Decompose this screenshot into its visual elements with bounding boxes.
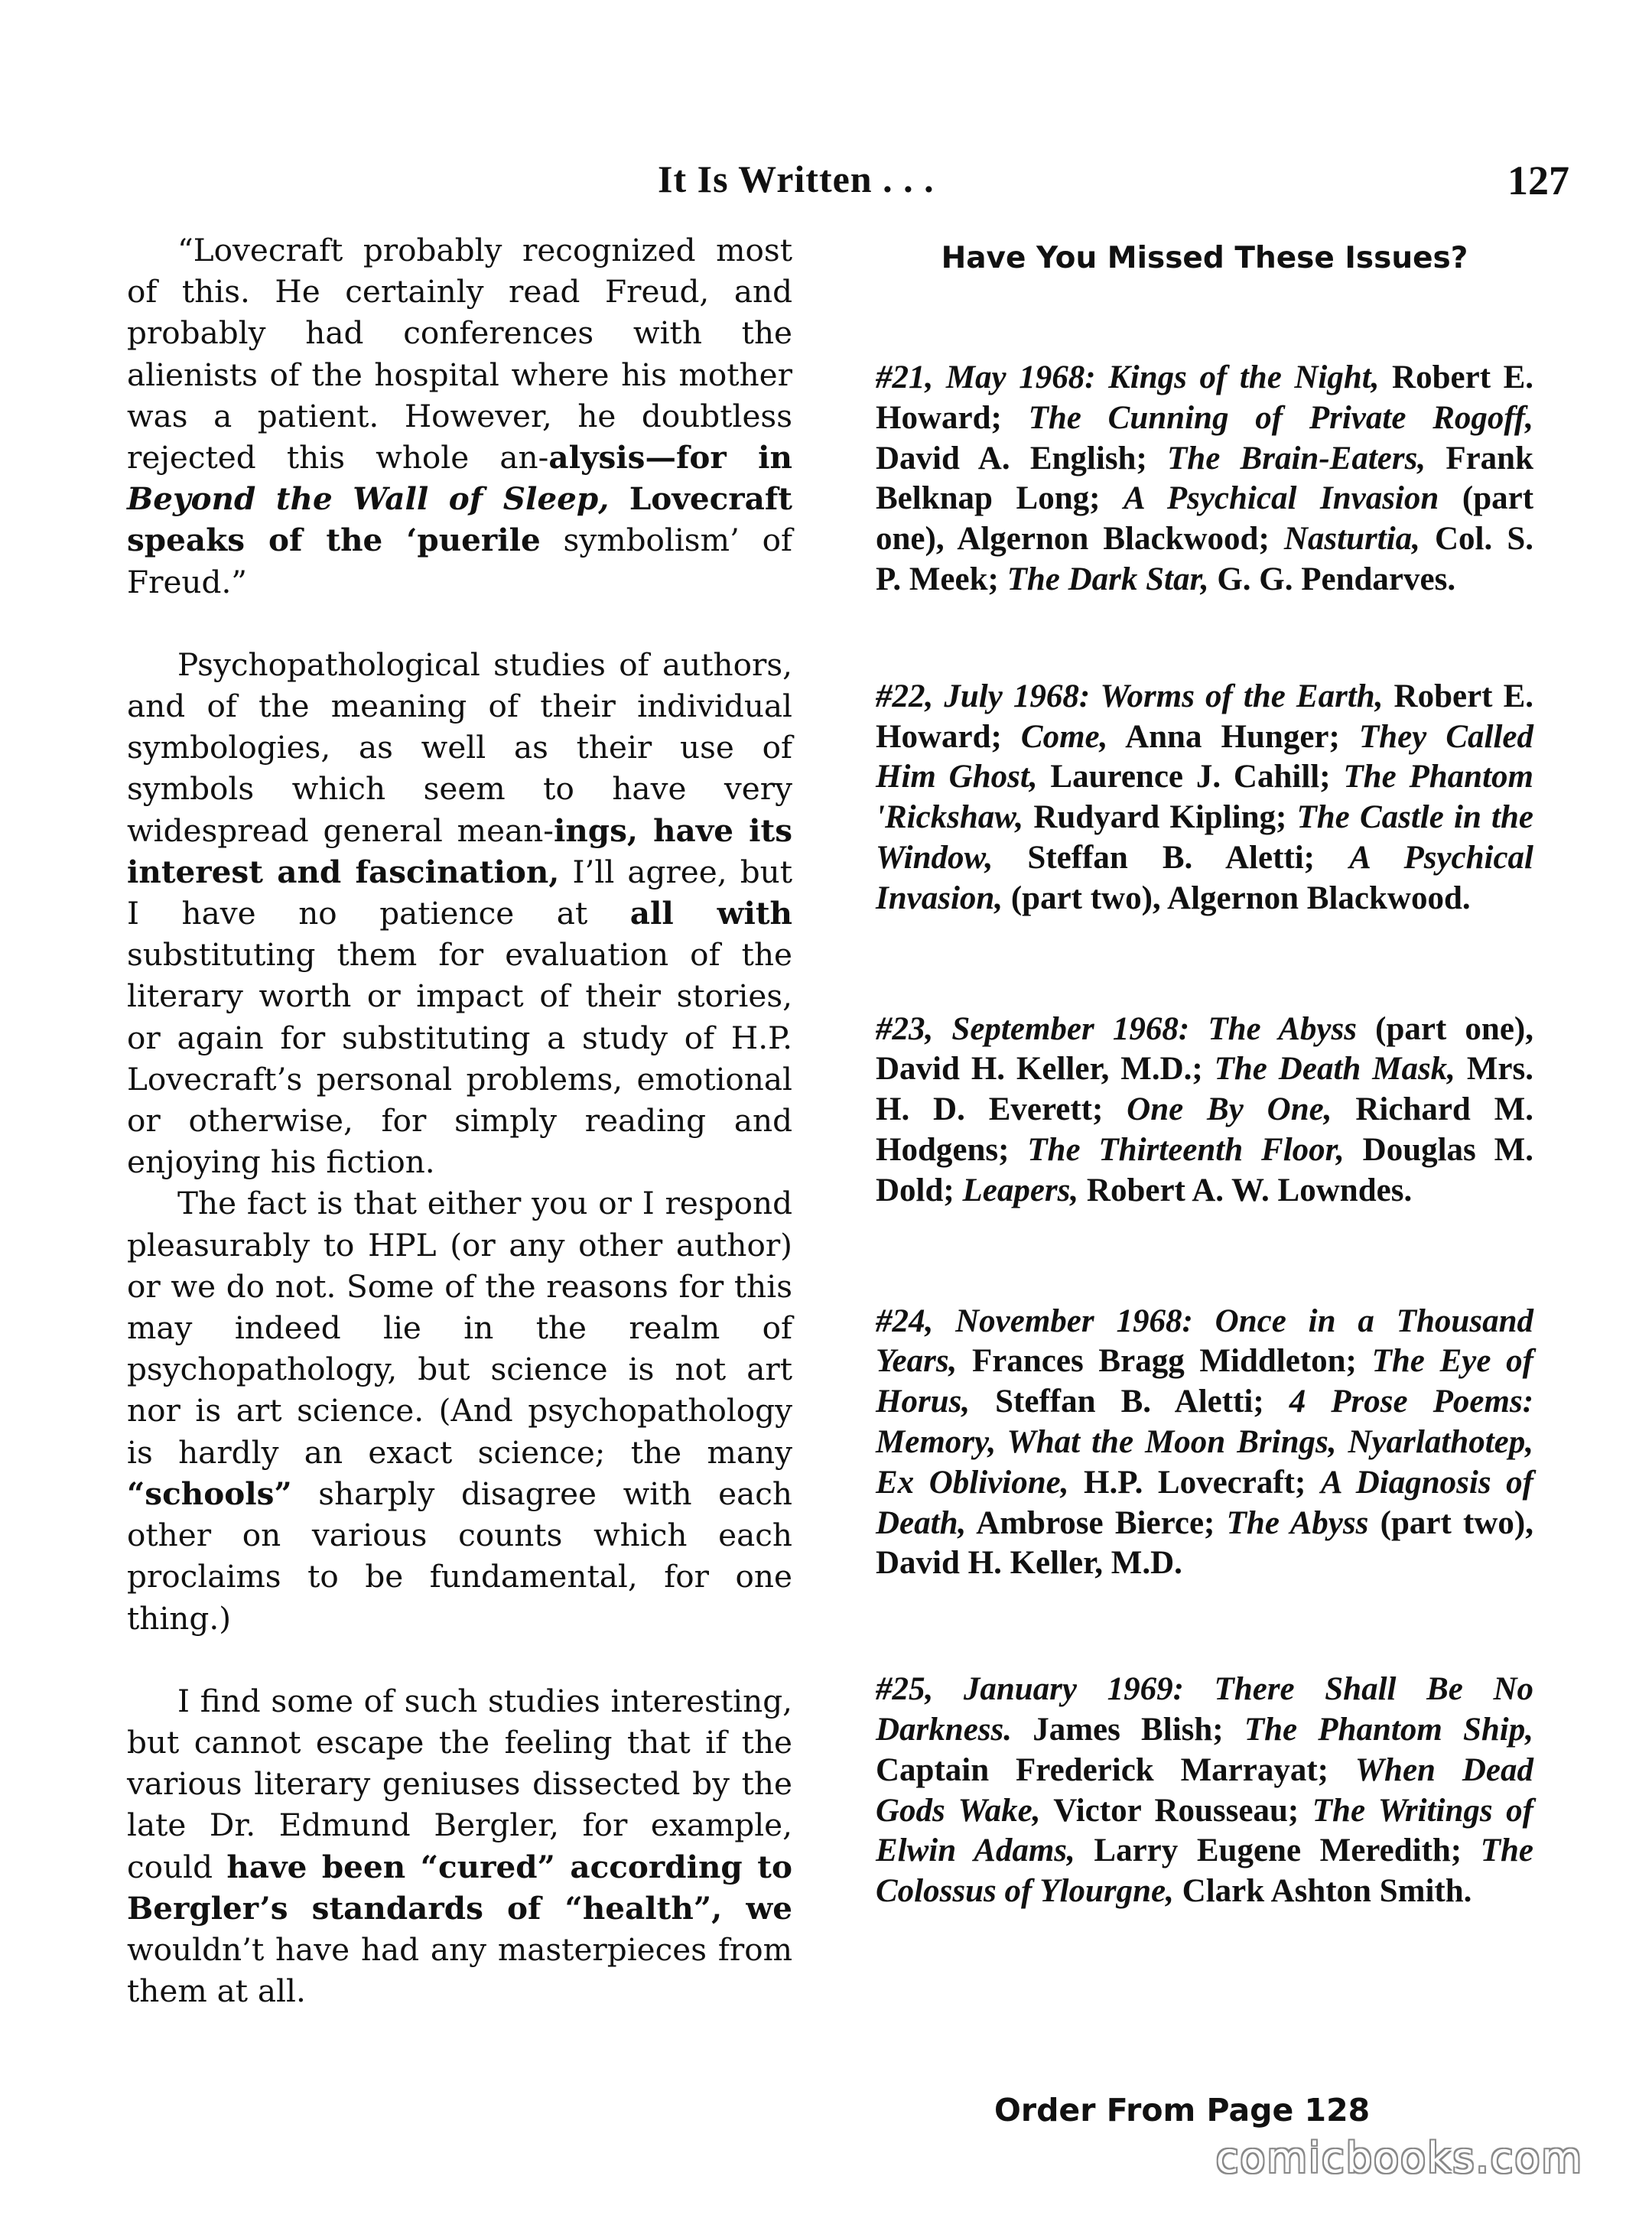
issue-number-date: #24, November 1968: [876,1303,1215,1339]
story-title: The Thirteenth Floor, [1027,1131,1345,1168]
story-author: Col. S. P. Meek; [876,521,1533,597]
story-author: David A. English; [876,440,1168,476]
story-author: Frank Belknap Long; [876,440,1533,517]
story-title: Come, [1020,718,1108,755]
story-author: H.P. Lovecraft; [1068,1464,1321,1501]
issue-entry [876,1302,1533,1585]
story-title: They Called Him Ghost, [876,718,1533,795]
story-author: Steffan B. Aletti; [993,839,1350,876]
issues-list [876,358,1533,1912]
story-author: Robert E. Howard; [876,678,1533,755]
ad-heading: Have You Missed These Issues? [941,241,1468,275]
story-title: The Castle in the Window, [876,799,1533,876]
story-title: The Abyss [1226,1504,1369,1541]
page-header [658,157,1569,218]
story-title: The Cunning of Private Rogoff, [1028,399,1533,436]
issue-number-date: #25, January 1969: [876,1671,1215,1708]
issue-entry [876,358,1533,600]
story-title: One By One, [1127,1091,1332,1128]
story-title: When Dead Gods Wake, [876,1751,1533,1829]
site-watermark: comicbooks.com [1215,2134,1583,2182]
story-title: The Writings of Elwin Adams, [876,1792,1533,1869]
story-author: Rudyard Kipling; [1023,799,1297,836]
story-author: Larry Eugene Meredith; [1075,1833,1481,1869]
issue-entry [876,1670,1533,1912]
running-title: It Is Written . . . [658,158,935,200]
story-author: Ambrose Bierce; [966,1504,1227,1541]
story-title: 4 Prose Poems: Memory, What the Moon Brings, Nyarlathotep, Ex Oblivione, [876,1384,1534,1501]
paragraph-4: I find some of such studies interesting, but cannot escape the feeling that if the various literary geniuses dissected by the late Dr. Edmund Bergler, for example, could have been “cured” according to Bergler’s standards of “health”, we wouldn’t have had any masterpieces from them at all. [127,1682,792,2010]
story-author: G. G. Pendarves. [1208,561,1456,597]
story-author: Robert A. W. Lowndes. [1078,1172,1413,1208]
story-title: The Abyss [1208,1010,1357,1047]
story-title: The Phantom 'Rickshaw, [876,759,1533,836]
issue-entry [876,1010,1533,1211]
story-title: Once in a Thousand Years, [876,1303,1533,1380]
story-author: Frances Bragg Middleton; [957,1343,1372,1380]
story-title: The Brain-Eaters, [1167,440,1426,476]
article-column [127,229,792,2011]
story-author: Mrs. H. D. Everett; [876,1051,1534,1128]
story-title: A Psychical Invasion [1123,480,1439,517]
story-author: Douglas M. Dold; [876,1131,1533,1208]
story-author: (part two), David H. Keller, M.D. [876,1504,1533,1582]
story-author: James Blish; [1012,1711,1244,1748]
page-number: 127 [1507,158,1569,203]
paragraph-1: “Lovecraft probably recognized most of this. He certainly read Freud, and probably had conferences with the alienists of the hospital where his mother was a patient. However, he doubtless rejected this whole an-alysis—for in Beyond the Wall of Sleep, Lovecraft speaks of the ‘puerile symbolism’ of Freud.” [127,232,792,600]
story-author: Robert E. Howard; [876,359,1534,436]
paragraph-2: Psychopathological studies of authors, and of the meaning of their individual symbologies, as well as their use of symbols which seem to have very widespread general mean-ings, have its interest and fascination, I’ll agree, but I have no patience at all with substituting them for evaluation of the literary worth or impact of their stories, or again for substituting a study of H.P. Lovecraft’s personal problems, emotional or otherwise, for simply reading and enjoying his fiction. [127,646,793,1181]
story-author: (part one), David H. Keller, M.D.; [876,1010,1533,1088]
back-issues-ad [876,241,1533,1912]
story-title: Leapers, [962,1172,1079,1208]
story-title: The Phantom Ship, [1244,1711,1533,1748]
story-title: The Dark Star, [1006,561,1209,597]
story-author: Captain Frederick Marrayat; [876,1751,1355,1788]
story-author: Richard M. Hodgens; [876,1091,1533,1168]
story-author: Victor Rousseau; [1040,1792,1312,1829]
paragraph-3: The fact is that either you or I respond pleasurably to HPL (or any other author) or we do not. Some of the reasons for this may indeed lie in the realm of psychopathology, but science is not art nor is art science. (And psychopathology is hardly an exact science; the many “schools” sharply disagree with each other on various counts which each proclaims to be fundamental, for one thing.) [127,1185,792,1637]
issue-entry [876,677,1533,919]
story-title: The Colossus of Ylourgne, [876,1833,1534,1910]
story-author: Laurence J. Cahill; [1037,759,1344,795]
issue-number-date: #22, July 1968: [876,678,1101,714]
order-footer: Order From Page 128 [994,2092,1371,2129]
story-author: Clark Ashton Smith. [1173,1873,1472,1910]
story-title: There Shall Be No Darkness. [876,1671,1533,1748]
story-author: (part one), Algernon Blackwood; [876,480,1534,558]
story-author: Steffan B. Aletti; [970,1384,1289,1420]
story-title: Kings of the Night, [1108,359,1380,395]
story-title: The Eye of Horus, [876,1343,1533,1420]
story-title: A Diagnosis of Death, [876,1464,1533,1541]
story-title: A Psychical Invasion, [876,839,1534,916]
story-title: The Death Mask, [1214,1051,1455,1088]
story-author: (part two), Algernon Blackwood. [1003,880,1471,916]
issue-number-date: #23, September 1968: [876,1010,1208,1047]
story-author: Anna Hunger; [1107,718,1359,755]
issue-number-date: #21, May 1968: [876,359,1109,395]
story-title: Worms of the Earth, [1100,678,1384,714]
story-title: Nasturtia, [1283,521,1420,558]
